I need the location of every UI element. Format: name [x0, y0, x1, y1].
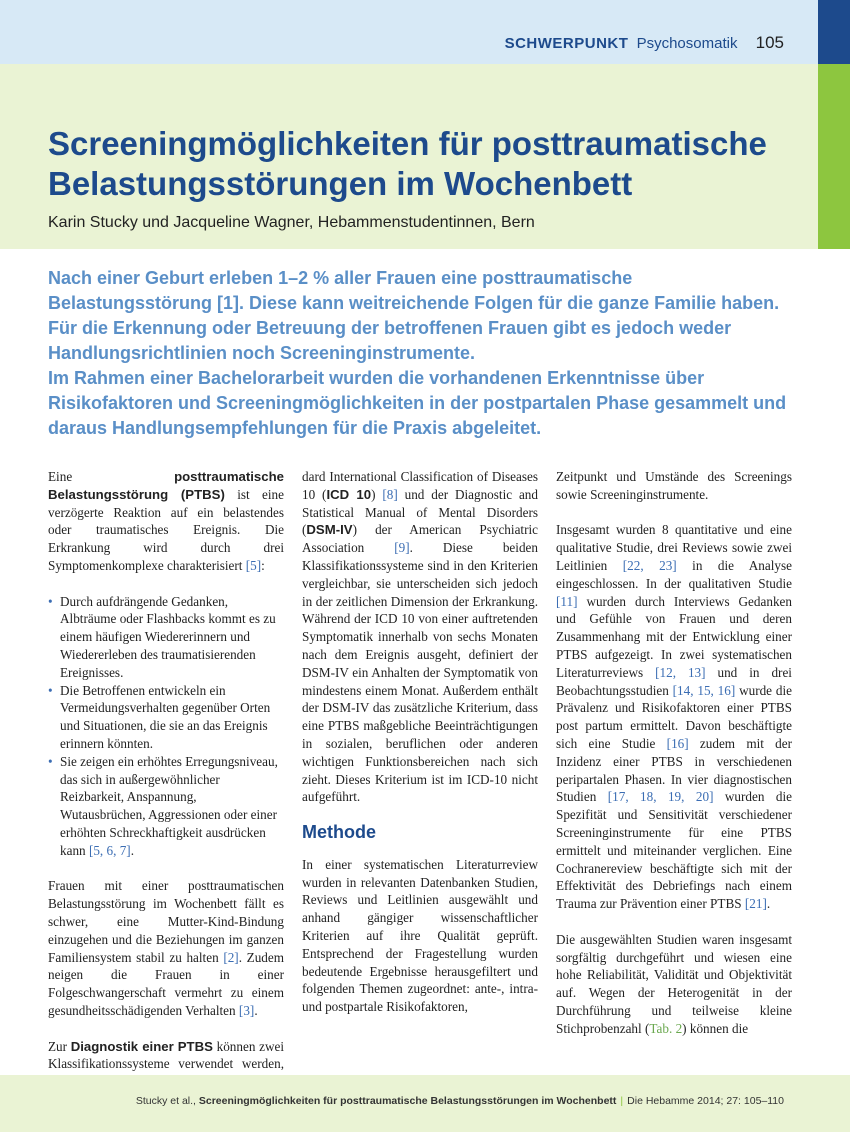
- citation-link[interactable]: [3]: [238, 1002, 255, 1018]
- list-item: • Durch aufdrängende Gedanken, Albträume oder Flashbacks kommt es zu einem häufigen Wiedererinnern und Wiedererleben des traumatisierenden Ereignisses.: [48, 593, 284, 682]
- term-ptbs: posttraumatische Belastungsstörung (PTBS): [48, 469, 284, 502]
- footer-journal: Die Hebamme 2014; 27: 105–110: [627, 1095, 784, 1107]
- abstract-paragraph-1: Nach einer Geburt erleben 1–2 % aller Frauen eine posttraumatische Belastungsstörung [1]. Diese kann weitreichende Folgen für die ganze Familie haben. Für die Erkennung oder Betreuung der betroffenen Frauen gibt es jedoch weder Handlungsrichtlinien noch Screeninginstrumente.: [48, 268, 780, 363]
- citation-link[interactable]: [8]: [382, 486, 398, 502]
- text: :: [261, 557, 265, 573]
- topic-label: Psychosomatik: [636, 35, 738, 52]
- text: . Zudem neigen die Frauen in einer Folgeschwangerschaft vermehrt zu einem gesundheitsschädigenden Verhalten: [48, 949, 284, 1018]
- text: dard International Classification of Diseases 10 (: [302, 469, 538, 502]
- abstract: [48, 266, 798, 441]
- text: Zur: [48, 1038, 71, 1054]
- footer-band: [0, 1075, 850, 1132]
- citation-link[interactable]: [5]: [245, 557, 262, 573]
- paragraph: [48, 468, 284, 575]
- text: Sie zeigen ein erhöhtes Erregungsniveau, das sich in außergewöhnlicher Reizbarkeit, Anspannung, Wutausbrüchen, Aggressionen oder einer erhöhten Schreckhaftigkeit ausdrücken kann: [60, 753, 278, 858]
- citation-link[interactable]: [5, 6, 7]: [88, 842, 131, 858]
- list-item: [48, 753, 284, 860]
- text: wurden die Spezifität und Sensitivität verschiedener Screeninginstrumente für eine PTBS ermittelt und miteinander verglichen. Eine Cochranereview beschäftigte sich mit der Effektivität des Debriefings nach einem Trauma zur Prävention einer PTBS: [556, 789, 792, 912]
- text: .: [130, 842, 134, 858]
- text: ) können die: [682, 1020, 749, 1036]
- text: ist eine verzögerte Reaktion auf ein belastendes oder traumatisches Ereignis. Die Erkrankung wird durch drei Symptomenkomplexe charakterisiert: [48, 486, 284, 573]
- column-2: [302, 468, 538, 1034]
- text: können zwei Klassifikationssysteme verwendet werden,: [48, 1038, 285, 1072]
- term-diagnostik: Diagnostik einer PTBS: [70, 1038, 213, 1054]
- column-1: [48, 468, 284, 1109]
- table-reference-link[interactable]: Tab. 2: [649, 1020, 683, 1036]
- edge-tab-blue: [818, 0, 850, 64]
- text: . Diese beiden Klassifikationssysteme sind in den Kriterien vergleichbar, sie unterscheiden sich jedoch in der zeitlichen Dimension der Erkrankung. Während der ICD 10 von einer auftretenden Symptomatik innerhalb von sechs Monaten nach dem Ereignis ausgeht, definiert der DSM-IV ein Anhalten der Symptomatik von mindestens einem Monat. Außerdem enthält der DSM-IV das zusätzliche Kriterium, dass eine PTBS maßgebliche Beeinträchtigungen in sozialen, beruflichen oder anderen wichtigen Funktionsbereichen nach sich zieht. Dieses Kriterium ist im ICD-10 nicht aufgeführt.: [302, 540, 538, 805]
- paragraph: [302, 468, 538, 806]
- citation-link[interactable]: [12, 13]: [655, 664, 706, 680]
- section-heading-methode: Methode: [302, 821, 376, 842]
- text: Die ausgewählten Studien waren insgesamt sorgfältig durchgeführt und wiesen eine hohe Reliabilität, Validität und Objektivität auf. Wegen der Heterogenität in der Durchführung und teilweise kleine Stichprobenzahl (: [556, 931, 792, 1036]
- text: in die Analyse eingeschlossen. In der qualitativen Studie: [556, 557, 792, 591]
- list-item: • Die Betroffenen entwickeln ein Vermeidungsverhalten gegenüber Orten und Situationen, die sie an das Ereignis erinnern könnten.: [48, 682, 284, 753]
- text: Frauen mit einer posttraumatischen Belastungsstörung im Wochenbett fällt es schwer, eine Mutter-Kind-Bindung einzugehen und die Beziehungen im ganzen Familiensystem stabil zu halten: [48, 878, 284, 965]
- text: .: [254, 1002, 258, 1018]
- text: Insgesamt wurden 8 quantitative und eine qualitative Studie, drei Reviews sowie zwei Leitlinien: [556, 522, 792, 573]
- header-band: [0, 0, 818, 64]
- citation-link[interactable]: [17, 18, 19, 20]: [607, 789, 714, 805]
- authors-line: Karin Stucky und Jacqueline Wagner, Hebammenstudentinnen, Bern: [48, 214, 535, 231]
- text: Eine: [48, 469, 175, 484]
- paragraph: [556, 521, 792, 913]
- footer-separator: |: [620, 1095, 624, 1107]
- abstract-paragraph-2: Im Rahmen einer Bachelorarbeit wurden die vorhandenen Erkenntnisse über Risikofaktoren und Screeningmöglichkeiten in der postpartalen Phase gesammelt und daraus Handlungsempfehlungen für die Praxis abgeleitet.: [48, 368, 787, 438]
- citation-link[interactable]: [22, 23]: [622, 557, 677, 573]
- text: wurde die Prävalenz und Risikofaktoren einer PTBS post partum ermittelt. Davon beschäftigte sich eine Studie: [556, 682, 792, 751]
- paragraph: [48, 877, 284, 1019]
- text: .: [766, 896, 771, 912]
- column-3: [556, 468, 792, 1055]
- paragraph: Zeitpunkt und Umstände des Screenings sowie Screeninginstrumente.: [556, 469, 792, 502]
- text: wurden durch Interviews Gedanken und Gefühle von Frauen und deren Zusammenhang mit der Entwicklung einer PTBS aufgezeigt. In zwei systematischen Literaturreviews: [556, 593, 792, 680]
- text: und in drei Beobachtungsstudien: [556, 664, 792, 698]
- text: und der Diagnostic and Statistical Manual of Mental Disorders (: [302, 486, 538, 538]
- citation-link[interactable]: [14, 15, 16]: [672, 682, 736, 698]
- footer-authors: Stucky et al.,: [135, 1095, 199, 1107]
- edge-tab-green: [818, 64, 850, 249]
- paragraph: In einer systematischen Literaturreview wurden in relevanten Datenbanken Studien, Reviews und Leitlinien ausgewählt und anhand gängiger wissenschaftlicher Kriterien auf ihre Qualität geprüft. Entsprechend der Fragestellung wurden bedeutende Ergebnisse herausgefiltert und folgenden Themen zugeordnet: ante-, intra- und postpartale Risikofaktoren,: [302, 856, 538, 1015]
- paragraph: [556, 931, 792, 1038]
- footer-title: Screeningmöglichkeiten für posttraumatische Belastungsstörungen im Wochenbett: [198, 1095, 617, 1107]
- article-title: Screeningmöglichkeiten für posttraumatische Belastungsstörungen im Wochenbett: [48, 125, 767, 202]
- page-number: 105: [755, 33, 784, 52]
- text: ): [371, 486, 383, 502]
- running-header: [505, 33, 784, 53]
- citation-footer: [136, 1095, 784, 1107]
- section-label: SCHWERPUNKT: [504, 35, 629, 52]
- citation-link[interactable]: [2]: [223, 949, 239, 965]
- citation-link[interactable]: [21]: [744, 896, 767, 912]
- citation-link[interactable]: [9]: [394, 540, 410, 556]
- symptom-list: [48, 593, 284, 860]
- citation-link[interactable]: [16]: [666, 735, 689, 751]
- term-icd: ICD 10: [326, 486, 372, 502]
- citation-link[interactable]: [11]: [556, 593, 578, 609]
- term-dsm: DSM-IV: [306, 522, 353, 538]
- text: zudem mit der Inzidenz einer PTBS in verschiedenen peripartalen Phasen. In vier diagnostischen Studien: [556, 735, 792, 805]
- text: ) der American Psychiatric Association: [302, 522, 538, 556]
